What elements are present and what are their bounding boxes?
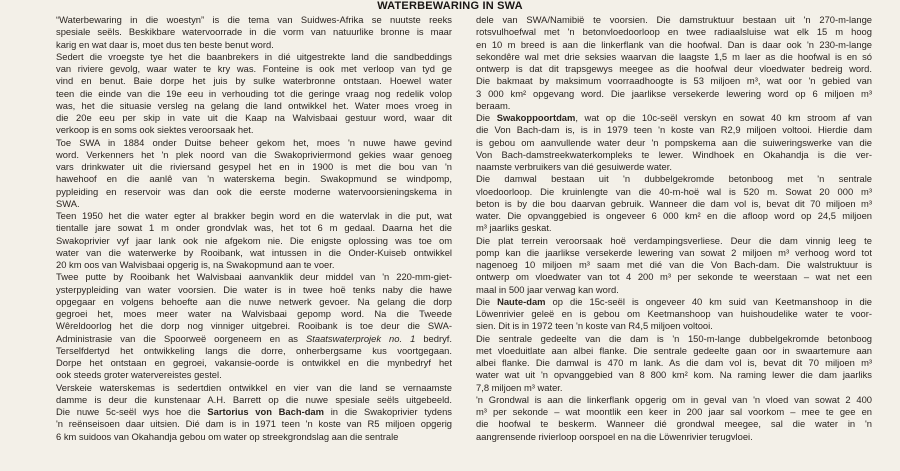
text-line: Von Bach-damstreekwaterkompleks te lewer. Windhoek en Okahandja is die ver- <box>476 148 872 160</box>
text-line: Die bakmaat by maksimum voorraadhoogte is 53 miljoen m³, wat oor 'n gebied van <box>476 75 872 87</box>
text-line: beraam. <box>476 99 511 111</box>
text-line: Die Naute-dam op die 15c-seël is ongeveer 40 km suid van Keetmanshoop in die <box>476 295 872 307</box>
text-line: vars drinkwater uit die riviersand gesypel het en in 1900 is met die bou van 'n <box>56 161 452 172</box>
text-line: 3 000 km² opgevang word. Die jaarlikse versekerde lewering word op 6 miljoen m³ <box>476 87 872 99</box>
text-line: Toe SWA in 1884 onder Duitse beheer gekom het, moes 'n nuwe hawe gevind <box>56 136 452 148</box>
text-line: ook steeds groter watervereistes gestel. <box>56 369 222 381</box>
text-line: Teen 1950 het die water egter al brakker begin word en die watervlak in die put, wat <box>56 210 452 221</box>
emphasis: Sartorius von Bach-dam <box>207 406 324 417</box>
text-line: water wat uit 'n opvanggebied van 8 800 km² kom. Na raming lewer die dam jaarliks <box>476 369 872 381</box>
text-line: “Waterbewaring in die woestyn” is die tema van Suidwes-Afrika se nuutste reeks <box>56 14 452 25</box>
text-line: karig en wat daar is, moet dus ten beste benut word. <box>56 38 274 50</box>
text-line: verkoop is en soms ook siektes veroorsaak het. <box>56 124 254 136</box>
emphasis: Naute-dam <box>497 295 546 307</box>
text-line: ontwerp om vloedwater van tot 4 200 m³ per sekonde te weerstaan – wat net een <box>476 271 872 283</box>
text-line: Wêreldoorlog het die dorp nog vinniger uitgebrei. Rooibank is toe deur die SWA- <box>56 320 452 332</box>
text-line: gegroei het, moes meer water na Walvisbaai gepomp word. Na die Tweede <box>56 308 452 319</box>
text-line: die 20e eeu per skip in vate uit die Kaap na Walvisbaai gestuur word, waar dit <box>56 112 452 123</box>
text-line: spesiale seëls. Beskikbare watervoorrade in die vorm van natuurlike bronne is maar <box>56 26 452 38</box>
text-line: Die damwal bestaan uit 'n dubbelgekromde betonboog met 'n sentrale <box>476 173 872 185</box>
text-line: 7,8 miljoen m³ water. <box>476 381 563 393</box>
emphasis: Swakoppoortdam <box>496 112 576 123</box>
right-column <box>476 14 872 443</box>
text-line: hawehoof en die aanlê van 'n waterskema begin. Swakopmund se windpomp, <box>56 173 452 185</box>
text-line: albei flanke. Die damwal is 470 m lank. As die dam vol is, bevat dit 70 miljoen m³ <box>476 357 872 368</box>
text-line: maal in 500 jaar verwag kan word. <box>476 283 619 295</box>
page-title: WATERBEWARING IN SWA <box>377 0 523 12</box>
text-line: Twee putte by Rooibank het Walvisbaai aanvanklik deur middel van 'n 220-mm-giet- <box>56 271 452 283</box>
text-line: Sedert die vroegste tye het die baanbrekers in dié uitgestrekte land die sandbeddings <box>56 50 452 62</box>
text-line: opgegaar en volgens behoefte aan die nuwe netwerk gevoer. Na gelang die dorp <box>56 295 452 307</box>
text-line: 20 km oos van Walvisbaai opgerig is, na Swakopmund aan te voer. <box>56 259 335 270</box>
text-line: Die nuwe 5c-seël wys hoe die Sartorius von Bach-dam in die Swakoprivier tydens <box>56 406 452 417</box>
text-line: nagenoeg 10 miljoen m³ saam met dié van die Von Bach-dam. Die walstruktuur is <box>476 259 872 270</box>
text-line: Swakoprivier vyf jaar lank ook nie afgekom nie. Die enigste oplossing was toe om <box>56 234 452 246</box>
text-line: 'n reënseisoen daar uitsien. Dié dam is in 1971 teen 'n koste van R5 miljoen opgerig <box>56 418 452 430</box>
text-line: Dorpe het ontstaan en gegroei, vakansie-oorde is ontwikkel en die mynbedryf het <box>56 357 452 368</box>
text-line: sekondêre wal met drie seksies waarvan die laagste 1,5 m laer as die hoofwal is en só <box>476 50 872 62</box>
text-line: vind en benut. Baie dorpe het juis by sulke waterbronne ontstaan. Hoewel water <box>56 75 452 87</box>
text-line: SWA. <box>56 197 80 209</box>
text-line: die Von Bach-dam is, is in 1979 teen 'n koste van R2,9 miljoen voltooi. Hierdie dam <box>476 124 872 136</box>
text-line: was, het die situasie versleg na gelang die land ontwikkel het. Water moes vroeg in <box>56 99 452 111</box>
text-line: Die Swakoppoortdam, wat op die 10c-seël verskyn en sowat 40 km stroom af van <box>476 112 872 123</box>
text-line: vloedoorloop. Die kruinlengte van die 40-m-hoë wal is 520 m. Sowat 20 000 m³ <box>476 185 872 197</box>
text-line: ysterpypleiding van water voorsien. Die water is in twee hoë tenks naby die hawe <box>56 283 452 295</box>
text-line: pypleiding en reservoir was dan ook die eerste moderne watervoorsieningskema in <box>56 185 452 197</box>
text-line: die hoofwal te beskerm. Wanneer dié grondwal meegee, sal die water in 'n <box>476 418 872 430</box>
text-line: water. Die opvanggebied is ongeveer 6 000 km² en die afloop word op 24,5 miljoen <box>476 210 872 221</box>
emphasis: Staatswaterprojek no. 1 <box>306 332 416 344</box>
text-line: sien. Dit is in 1972 teen 'n koste van R4,5 miljoen voltooi. <box>476 320 713 332</box>
text-line: Die sentrale gedeelte van die dam is 'n 150-m-lange dubbelgekromde betonboog <box>476 332 872 344</box>
text-line: beton is by die bou daarvan gebruik. Wanneer die dam vol is, bevat dit 70 miljoen m³ <box>476 197 872 209</box>
text-line: van riviere gevolg, waar water te kry was. Fonteine is ook met verloop van tyd ge <box>56 63 452 74</box>
text-line: teen die einde van die 19e eeu in verhouding tot die geringe vraag nog redelik volop <box>56 87 452 99</box>
text-line: en 10 m breed is aan die linkerflank van die hoofwal. Dan is daar ook 'n 230-m-lange <box>476 38 872 50</box>
text-line: Terselfdertyd het ontwikkeling langs die dorre, onherbergsame kus voortgegaan. <box>56 344 452 356</box>
text-line: pomp kan die jaarlikse versekerde lewering van sowat 2 miljoen m³ verhoog word tot <box>476 246 872 258</box>
text-line: 6 km suidoos van Okahandja gebou om water op streekgrondslag aan die sentrale <box>56 430 399 442</box>
text-line: water van die waterwerke by Rooibank, wat intussen in die Onder-Kuiseb ontwikkel <box>56 246 452 258</box>
text-line: ontwerp is dat dit trapsgewys meegee as die hoofwal deur vloedwater bedreig word. <box>476 63 872 74</box>
text-line: tientalle jare sowat 1 m onder grondvlak was, het tot 6 m gedaal. Daarna het die <box>56 222 452 234</box>
text-line: Verskeie waterskemas is sedertdien ontwikkel en vier van die land se vernaamste <box>56 381 452 393</box>
text-line: 'n Grondwal is aan die linkerflank opgerig om in geval van 'n vloed van sowat 2 400 <box>476 393 872 405</box>
text-line: m³ jaarliks geskat. <box>476 222 552 234</box>
text-line: Löwenrivier geleë en is gebou om Keetmanshoop van huishoudelike water te voor- <box>476 308 872 319</box>
text-line: m³ per sekonde – wat moontlik een keer in 200 jaar sal voorkom – mee te gee en <box>476 406 872 417</box>
text-line: met vloeduitlate aan albei flanke. Die sentrale gedeelte gaan oor in swaartemure aan <box>476 344 872 356</box>
text-line: word. Verkenners het 'n plek noord van die Swakopriviermond gekies waar genoeg <box>56 148 452 160</box>
text-line: Administrasie van die Spoorweë oorgeneem en as Staatswaterprojek no. 1 bedryf. <box>56 332 453 344</box>
left-column <box>56 14 452 443</box>
text-line: dele van SWA/Namibië te voorsien. Die damstruktuur bestaan uit 'n 270-m-lange <box>476 14 872 25</box>
text-line: rotsvulhoefwal met 'n betonvloedoorloop en twee radiaalsluise wat elk 15 m hoog <box>476 26 872 38</box>
text-line: is gebou om aanvullende water deur 'n pompskema aan die suiweringswerke van die <box>476 136 872 148</box>
text-line: aangrensende rivierloop oorspoel en na die Löwenrivier terugvloei. <box>476 430 753 442</box>
text-line: Die plat terrein veroorsaak hoë verdampingsverliese. Deur die dam vinnig leeg te <box>476 234 872 246</box>
text-line: naamste verbruikers van dié gesuiwerde water. <box>476 161 672 172</box>
text-line: damme is deur die kunstenaar A.H. Barrett op die nuwe spesiale seëls uitgebeeld. <box>56 393 452 405</box>
